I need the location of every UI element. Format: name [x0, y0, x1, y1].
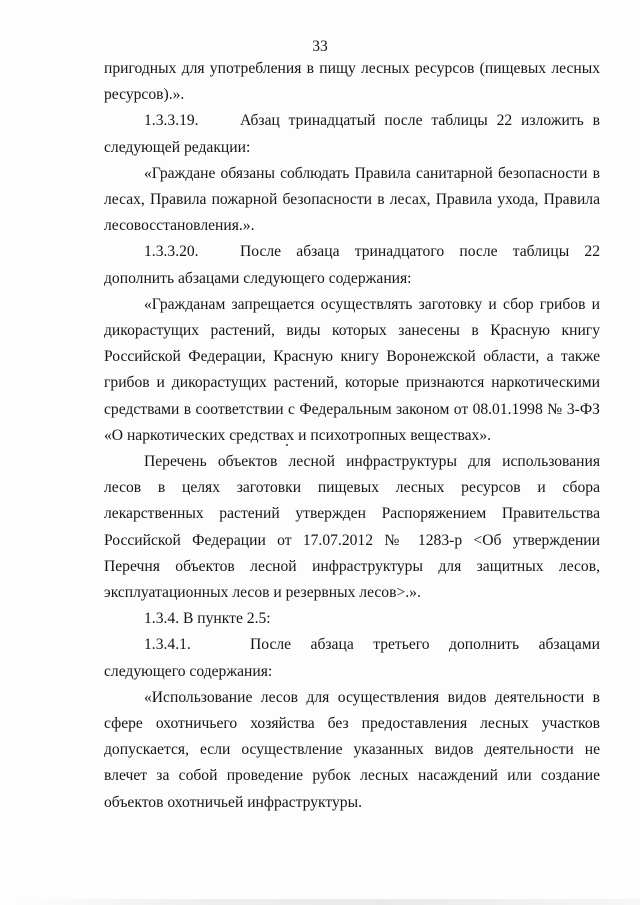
paragraph-text: После абзаца тринадцатого после таблицы 22 дополнить абзацами следующего содержания:	[104, 243, 600, 287]
paragraph-infrastructure-list	[104, 449, 600, 606]
paragraph-text: После абзаца третьего дополнить абзацами следующего содержания:	[104, 636, 600, 680]
scan-bottom-edge	[0, 899, 640, 905]
paragraph-quote-citizens-duties	[104, 161, 600, 240]
item-number: 1.3.4.1.	[144, 636, 191, 654]
paragraph-item-1-3-3-19	[104, 108, 600, 160]
item-number: 1.3.3.20.	[144, 243, 199, 261]
paragraph-continuation	[104, 56, 600, 108]
item-number: 1.3.3.19.	[144, 112, 199, 130]
scan-speck	[286, 444, 288, 446]
paragraph-item-1-3-3-20	[104, 239, 600, 291]
paragraph-quote-hunting	[104, 685, 600, 816]
paragraph-text: 1.3.4. В пункте 2.5:	[144, 610, 271, 628]
paragraph-text: Абзац тринадцатый после таблицы 22 изложить в следующей редакции:	[104, 112, 600, 156]
paragraph-text: Перечень объектов лесной инфраструктуры для использования лесов в целях заготовки пищевых лесных ресурсов и сбора лекарственных растений утвержден Распоряжением Правительства Российской Федерации от 17.07.2012 № 1283-р <Об утверждении Перечня объектов лесной инфраструктуры для защитных лесов, эксплуатационных лесов и резервных лесов>.».	[104, 453, 600, 602]
paragraph-item-1-3-4-1	[104, 632, 600, 684]
document-body	[104, 56, 600, 816]
paragraph-text: пригодных для употребления в пищу лесных ресурсов (пищевых лесных ресурсов).».	[104, 60, 600, 104]
paragraph-quote-prohibition	[104, 292, 600, 449]
page-number: 33	[312, 38, 328, 55]
paragraph-text: «Граждане обязаны соблюдать Правила санитарной безопасности в лесах, Правила пожарной безопасности в лесах, Правила ухода, Правила лесовосстановления.».	[104, 164, 600, 235]
paragraph-text: «Гражданам запрещается осуществлять заготовку и сбор грибов и дикорастущих растений, виды которых занесены в Красную книгу Российской Федерации, Красную книгу Воронежской области, а также грибов и дикорастущих растений, которые признаются наркотическими средствами в соответствии с Федеральным законом от 08.01.1998 № 3-ФЗ «О наркотических средствах и психотропных веществах».	[104, 295, 600, 444]
paragraph-text: «Использование лесов для осуществления видов деятельности в сфере охотничьего хозяйства без предоставления лесных участков допускается, если осуществление указанных видов деятельности не влечет за собой проведение рубок лесных насаждений или создание объектов охотничьей инфраструктуры.	[104, 688, 600, 811]
paragraph-item-1-3-4	[104, 606, 600, 632]
